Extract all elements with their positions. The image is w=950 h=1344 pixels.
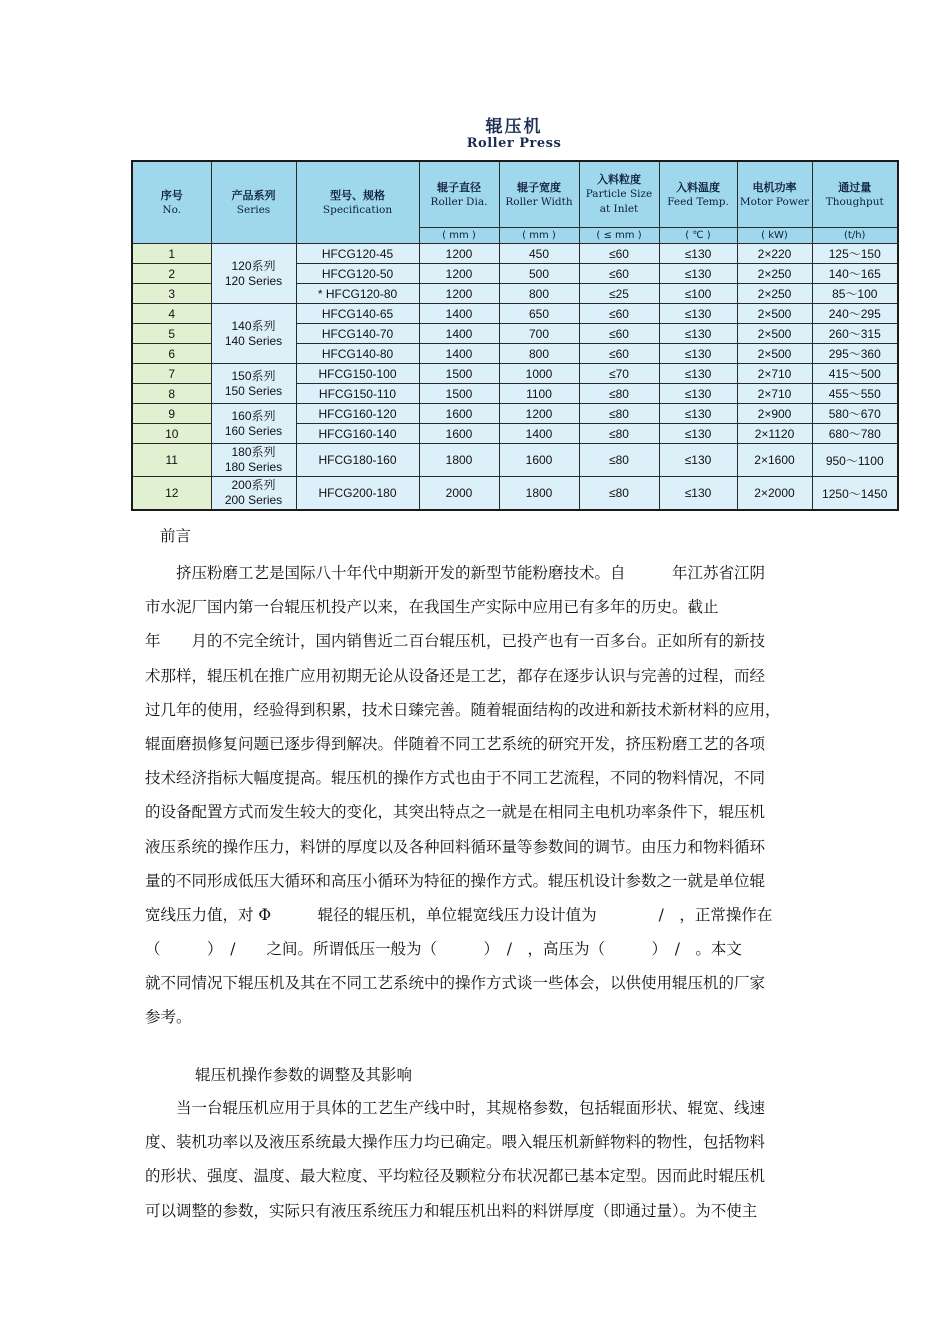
dia-cell: 1500: [419, 364, 499, 384]
row-number-cell: 6: [132, 344, 211, 364]
column-header-zh: 入料温度: [676, 180, 720, 194]
particle-cell: ≤60: [579, 244, 659, 264]
text-line: 过几年的使用，经验得到积累，技术日臻完善。随着辊面结构的改进和新技术新材料的应用，: [145, 700, 781, 719]
temp-cell: ≤130: [659, 444, 737, 477]
width-cell: 1800: [499, 477, 579, 511]
table-title-zh: 辊压机: [485, 117, 543, 137]
particle-cell: ≤80: [579, 424, 659, 444]
power-cell: 2×220: [737, 244, 812, 264]
temp-cell: ≤130: [659, 404, 737, 424]
text-line: 参考。: [145, 1008, 192, 1027]
throughput-cell: 240～295: [812, 304, 898, 324]
text-line: 术那样，辊压机在推广应用初期无论从设备还是工艺，都存在逐步认识与完善的过程，而经: [145, 666, 766, 685]
model-cell: HFCG160-120: [296, 404, 419, 424]
column-header: [419, 161, 499, 228]
particle-cell: ≤80: [579, 477, 659, 511]
power-cell: 2×1120: [737, 424, 812, 444]
model-cell: HFCG140-80: [296, 344, 419, 364]
series-zh: 150系列: [231, 368, 276, 383]
model-cell: HFCG150-110: [296, 384, 419, 404]
column-header-en: Feed Temp.: [667, 195, 729, 208]
temp-cell: ≤130: [659, 304, 737, 324]
throughput-cell: 1250～1450: [812, 477, 898, 511]
text-line: 当一台辊压机应用于具体的工艺生产线中时，其规格参数，包括辊面形状、辊宽、线速: [145, 1099, 766, 1117]
temp-cell: ≤130: [659, 344, 737, 364]
column-header: [659, 161, 737, 228]
column-header-zh: 辊子宽度: [517, 180, 561, 194]
throughput-cell: 580～670: [812, 404, 898, 424]
column-header-en: Roller Dia.: [430, 195, 488, 208]
row-number-cell: 1: [132, 244, 211, 264]
throughput-cell: 680～780: [812, 424, 898, 444]
unit-cell: ( mm ): [419, 228, 499, 244]
column-header-zh: 序号: [160, 188, 183, 202]
width-cell: 800: [499, 284, 579, 304]
roller-press-spec-table-block: [131, 118, 897, 511]
model-cell: HFCG120-50: [296, 264, 419, 284]
power-cell: 2×250: [737, 284, 812, 304]
particle-cell: ≤60: [579, 264, 659, 284]
particle-cell: ≤80: [579, 444, 659, 477]
temp-cell: ≤130: [659, 244, 737, 264]
series-cell: [211, 444, 296, 477]
throughput-cell: 415～500: [812, 364, 898, 384]
dia-cell: 1200: [419, 244, 499, 264]
power-cell: 2×500: [737, 344, 812, 364]
row-number-cell: 3: [132, 284, 211, 304]
temp-cell: ≤130: [659, 424, 737, 444]
dia-cell: 1500: [419, 384, 499, 404]
power-cell: 2×1600: [737, 444, 812, 477]
column-header-zh: 辊子直径: [437, 180, 481, 194]
text-line: 辊面磨损修复问题已逐步得到解决。伴随着不同工艺系统的研究开发，挤压粉磨工艺的各项: [145, 734, 766, 753]
column-header: [211, 161, 296, 244]
particle-cell: ≤80: [579, 384, 659, 404]
text-line: 可以调整的参数，实际只有液压系统压力和辊压机出料的料饼厚度（即通过量）。为不使主: [145, 1201, 758, 1220]
model-cell: HFCG160-140: [296, 424, 419, 444]
table-row: [132, 404, 898, 424]
width-cell: 1400: [499, 424, 579, 444]
width-cell: 1200: [499, 404, 579, 424]
series-en: 160 Series: [224, 423, 283, 438]
power-cell: 2×710: [737, 384, 812, 404]
table-row: [132, 444, 898, 477]
row-number-cell: 4: [132, 304, 211, 324]
particle-cell: ≤25: [579, 284, 659, 304]
row-number-cell: 5: [132, 324, 211, 344]
temp-cell: ≤130: [659, 324, 737, 344]
series-zh: 120系列: [231, 258, 276, 273]
series-cell: [211, 364, 296, 404]
width-cell: 700: [499, 324, 579, 344]
temp-cell: ≤130: [659, 477, 737, 511]
particle-cell: ≤60: [579, 324, 659, 344]
power-cell: 2×500: [737, 304, 812, 324]
power-cell: 2×2000: [737, 477, 812, 511]
unit-cell: ( ≤ mm ): [579, 228, 659, 244]
power-cell: 2×500: [737, 324, 812, 344]
table-title-en: Roller Press: [466, 136, 562, 151]
section-heading-preface: 前言: [160, 527, 192, 545]
dia-cell: 1800: [419, 444, 499, 477]
width-cell: 1600: [499, 444, 579, 477]
width-cell: 800: [499, 344, 579, 364]
width-cell: 500: [499, 264, 579, 284]
series-en: 140 Series: [224, 333, 283, 348]
table-row: [132, 477, 898, 511]
throughput-cell: 85～100: [812, 284, 898, 304]
model-cell: HFCG150-100: [296, 364, 419, 384]
series-zh: 180系列: [231, 445, 276, 459]
temp-cell: ≤100: [659, 284, 737, 304]
row-number-cell: 2: [132, 264, 211, 284]
unit-cell: ( ℃ ): [659, 228, 737, 244]
text-line: 的设备配置方式而发生较大的变化，其突出特点之一就是在相同主电机功率条件下，辊压机: [145, 803, 766, 822]
particle-cell: ≤60: [579, 344, 659, 364]
text-line: 挤压粉磨工艺是国际八十年代中期新开发的新型节能粉磨技术。自 年江苏省江阴: [145, 564, 766, 582]
model-cell: HFCG120-45: [296, 244, 419, 264]
throughput-cell: 140～165: [812, 264, 898, 284]
throughput-cell: 260～315: [812, 324, 898, 344]
width-cell: 1000: [499, 364, 579, 384]
text-line: 的形状、强度、温度、最大粒度、平均粒径及颗粒分布状况都已基本定型。因而此时辊压机: [145, 1167, 766, 1186]
model-cell: HFCG200-180: [296, 477, 419, 511]
table-row: [132, 304, 898, 324]
series-zh: 200系列: [231, 478, 276, 492]
power-cell: 2×900: [737, 404, 812, 424]
table-row: [132, 364, 898, 384]
dia-cell: 1400: [419, 304, 499, 324]
table-row: [132, 244, 898, 264]
series-en: 180 Series: [224, 460, 283, 474]
row-number-cell: 10: [132, 424, 211, 444]
text-line: 年 月的不完全统计，国内销售近二百台辊压机，已投产也有一百多台。正如所有的新技: [145, 632, 766, 651]
model-cell: * HFCG120-80: [296, 284, 419, 304]
row-number-cell: 7: [132, 364, 211, 384]
series-cell: [211, 304, 296, 364]
column-header-zh: 入料粒度: [597, 173, 641, 186]
row-number-cell: 11: [132, 444, 211, 477]
temp-cell: ≤130: [659, 264, 737, 284]
text-line: （ ） / 之间。所谓低压一般为（ ） / ，高压为（ ） / 。本文: [145, 940, 742, 959]
model-cell: HFCG140-70: [296, 324, 419, 344]
dia-cell: 1400: [419, 324, 499, 344]
column-header-en: Motor Power: [739, 195, 810, 208]
section-heading-operation-params: 辊压机操作参数的调整及其影响: [195, 1066, 413, 1084]
dia-cell: 1200: [419, 264, 499, 284]
text-line: 就不同情况下辊压机及其在不同工艺系统中的操作方式谈一些体会，以供使用辊压机的厂家: [145, 974, 766, 993]
dia-cell: 1600: [419, 424, 499, 444]
particle-cell: ≤70: [579, 364, 659, 384]
dia-cell: 1400: [419, 344, 499, 364]
width-cell: 1100: [499, 384, 579, 404]
unit-cell: (t/h): [812, 228, 898, 244]
text-line: 宽线压力值，对 Φ 辊径的辊压机，单位辊宽线压力设计值为 / ，正常操作在: [145, 905, 773, 924]
throughput-cell: 125～150: [812, 244, 898, 264]
text-line: 市水泥厂国内第一台辊压机投产以来，在我国生产实际中应用已有多年的历史。截止: [145, 598, 719, 617]
width-cell: 450: [499, 244, 579, 264]
column-header-en: Series: [236, 203, 271, 216]
column-header: [737, 161, 812, 228]
particle-cell: ≤60: [579, 304, 659, 324]
dia-cell: 2000: [419, 477, 499, 511]
series-en: 200 Series: [224, 493, 283, 507]
width-cell: 650: [499, 304, 579, 324]
column-header: [499, 161, 579, 228]
column-header-en: Thoughput: [825, 195, 884, 208]
series-cell: [211, 244, 296, 304]
column-header-zh: 通过量: [838, 180, 872, 194]
row-number-cell: 12: [132, 477, 211, 511]
column-header: [812, 161, 898, 228]
unit-cell: ( kW): [737, 228, 812, 244]
row-number-cell: 9: [132, 404, 211, 424]
series-zh: 160系列: [231, 408, 276, 423]
dia-cell: 1600: [419, 404, 499, 424]
unit-cell: ( mm ): [499, 228, 579, 244]
particle-cell: ≤80: [579, 404, 659, 424]
column-header-zh: 型号、规格: [330, 188, 385, 202]
power-cell: 2×710: [737, 364, 812, 384]
model-cell: HFCG180-160: [296, 444, 419, 477]
column-header-zh: 电机功率: [752, 180, 797, 194]
column-header-en: Particle Size at Inlet: [585, 188, 653, 215]
column-header: [296, 161, 419, 244]
column-header-zh: 产品系列: [231, 188, 276, 202]
column-header: [579, 161, 659, 228]
temp-cell: ≤130: [659, 384, 737, 404]
text-line: 液压系统的操作压力，料饼的厚度以及各种回料循环量等参数间的调节。由压力和物料循环: [145, 837, 766, 856]
power-cell: 2×250: [737, 264, 812, 284]
text-line: 量的不同形成低压大循环和高压小循环为特征的操作方式。辊压机设计参数之一就是单位辊: [145, 871, 766, 890]
throughput-cell: 295～360: [812, 344, 898, 364]
throughput-cell: 950～1100: [812, 444, 898, 477]
model-cell: HFCG140-65: [296, 304, 419, 324]
text-line: 度、装机功率以及液压系统最大操作压力均已确定。喂入辊压机新鲜物料的物性，包括物料: [145, 1133, 766, 1152]
series-cell: [211, 404, 296, 444]
throughput-cell: 455～550: [812, 384, 898, 404]
row-number-cell: 8: [132, 384, 211, 404]
column-header-en: No.: [162, 203, 182, 216]
series-en: 120 Series: [224, 273, 283, 288]
preface-paragraph: [145, 556, 810, 1035]
temp-cell: ≤130: [659, 364, 737, 384]
column-header-en: Roller Width: [505, 195, 573, 208]
column-header-en: Specification: [322, 203, 393, 216]
series-cell: [211, 477, 296, 511]
series-en: 150 Series: [224, 383, 283, 398]
dia-cell: 1200: [419, 284, 499, 304]
series-zh: 140系列: [231, 318, 276, 333]
operation-params-paragraph: [145, 1091, 810, 1228]
column-header: [132, 161, 211, 244]
text-line: 技术经济指标大幅度提高。辊压机的操作方式也由于不同工艺流程，不同的物料情况，不同: [145, 769, 766, 788]
roller-press-spec-table: [131, 160, 899, 511]
